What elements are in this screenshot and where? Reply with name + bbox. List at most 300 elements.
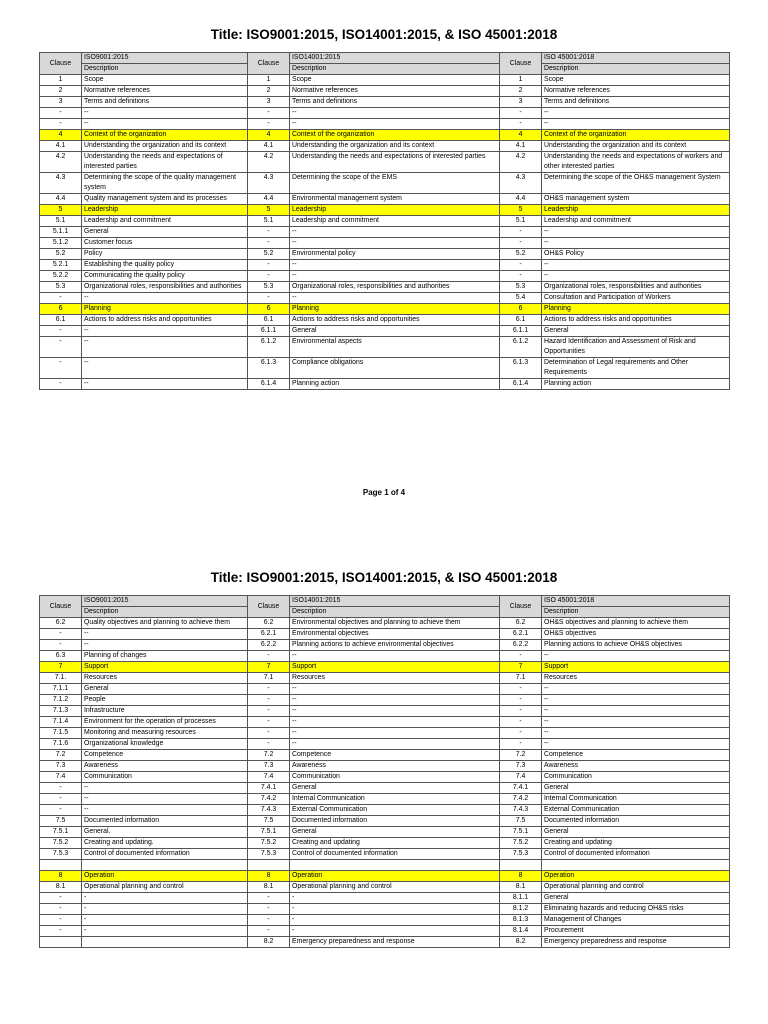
table-row [40, 640, 730, 651]
clause-description: Creating and updating [290, 838, 500, 849]
clause-number: 7.4 [500, 772, 542, 783]
clause-description: -- [82, 119, 248, 130]
clause-number: - [40, 783, 82, 794]
description-header: Description [542, 607, 730, 618]
clause-number: 6.2 [40, 618, 82, 629]
standard-header: ISO14001:2015 [290, 53, 500, 64]
clause-header: Clause [500, 596, 542, 618]
clause-description: -- [82, 379, 248, 390]
clause-number: 6.1.2 [500, 337, 542, 358]
clause-number: - [40, 640, 82, 651]
clause-number: 6 [500, 304, 542, 315]
standard-header: ISO9001:2015 [82, 596, 248, 607]
clause-number: 6.2.1 [248, 629, 290, 640]
clause-number: - [248, 706, 290, 717]
clause-number: 5.1.2 [40, 238, 82, 249]
clause-description: Infrastructure [82, 706, 248, 717]
clause-description: -- [290, 717, 500, 728]
clause-number: - [500, 260, 542, 271]
clause-description: -- [542, 227, 730, 238]
description-header: Description [542, 64, 730, 75]
clause-description: -- [82, 337, 248, 358]
section-row [40, 304, 730, 315]
clause-description: -- [82, 358, 248, 379]
clause-description: -- [542, 238, 730, 249]
table-row [40, 282, 730, 293]
clause-number: 5.2.2 [40, 271, 82, 282]
clause-description: Planning [82, 304, 248, 315]
clause-number: 8.1.2 [500, 904, 542, 915]
clause-number: 6.2 [500, 618, 542, 629]
clause-number: 8 [40, 871, 82, 882]
clause-description: Policy [82, 249, 248, 260]
table-row [40, 379, 730, 390]
clause-description: Competence [290, 750, 500, 761]
clause-description: Control of documented information [542, 849, 730, 860]
clause-number: 7.4.1 [248, 783, 290, 794]
clause-number: - [40, 794, 82, 805]
clause-number: - [40, 326, 82, 337]
clause-number: 4.2 [40, 152, 82, 173]
table-row [40, 794, 730, 805]
clause-number: 4.1 [248, 141, 290, 152]
clause-number: 6 [40, 304, 82, 315]
clause-number: - [248, 684, 290, 695]
clause-number: - [40, 915, 82, 926]
clause-description: General [82, 227, 248, 238]
clause-description: Quality objectives and planning to achieve them [82, 618, 248, 629]
table-row [40, 629, 730, 640]
clause-number: 5 [40, 205, 82, 216]
clause-description: -- [542, 651, 730, 662]
clause-description: Normative references [542, 86, 730, 97]
clause-number: 6.1 [500, 315, 542, 326]
clause-description: Hazard Identification and Assessment of Risk and Opportunities [542, 337, 730, 358]
clause-description: -- [290, 695, 500, 706]
clause-description: OH&S Policy [542, 249, 730, 260]
clause-number: 7.1.1 [40, 684, 82, 695]
clause-number: 7.1 [500, 673, 542, 684]
clause-description: Establishing the quality policy [82, 260, 248, 271]
clause-description: Support [542, 662, 730, 673]
clause-number: - [500, 728, 542, 739]
table-row [40, 326, 730, 337]
table-row [40, 816, 730, 827]
table-row [40, 651, 730, 662]
clause-description: -- [82, 326, 248, 337]
clause-number: 4.2 [500, 152, 542, 173]
table-row [40, 337, 730, 358]
clause-description: Terms and definitions [82, 97, 248, 108]
clause-description: Creating and updating [542, 838, 730, 849]
clause-number: - [248, 238, 290, 249]
clause-description: - [290, 926, 500, 937]
clause-number: 5.1 [40, 216, 82, 227]
clause-number: 4 [500, 130, 542, 141]
clause-description: Leadership [290, 205, 500, 216]
section-row [40, 130, 730, 141]
table-row [40, 358, 730, 379]
clause-number: 8.1.1 [500, 893, 542, 904]
clause-number: 6.1.1 [248, 326, 290, 337]
clause-description: General. [82, 827, 248, 838]
clause-description: Determining the scope of the quality management system [82, 173, 248, 194]
clause-number: - [500, 695, 542, 706]
clause-number: - [500, 238, 542, 249]
table-row [40, 915, 730, 926]
clause-description: Operational planning and control [82, 882, 248, 893]
clause-number: - [40, 805, 82, 816]
clause-number: - [40, 893, 82, 904]
clause-description: Leadership [542, 205, 730, 216]
clause-description: Competence [82, 750, 248, 761]
clause-number: 3 [40, 97, 82, 108]
clause-description: -- [542, 260, 730, 271]
table-row [40, 141, 730, 152]
clause-number: - [40, 337, 82, 358]
clause-description: Determining the scope of the EMS [290, 173, 500, 194]
clause-description: - [82, 893, 248, 904]
table-row [40, 293, 730, 304]
clause-number: 2 [248, 86, 290, 97]
clause-description: Control of documented information [82, 849, 248, 860]
table-row [40, 838, 730, 849]
clause-description: OH&S objectives and planning to achieve them [542, 618, 730, 629]
clause-number: 6.1.3 [500, 358, 542, 379]
clause-number: 8 [248, 871, 290, 882]
clause-number: 7.2 [248, 750, 290, 761]
clause-description: Context of the organization [290, 130, 500, 141]
clause-number: 5.1.1 [40, 227, 82, 238]
table-row [40, 904, 730, 915]
clause-description: Planning [290, 304, 500, 315]
clause-description: Determining the scope of the OH&S management System [542, 173, 730, 194]
clause-description: Understanding the organization and its context [82, 141, 248, 152]
clause-number: - [500, 706, 542, 717]
clause-description: Internal Communication [290, 794, 500, 805]
clause-description: - [82, 915, 248, 926]
clause-number: - [40, 293, 82, 304]
clause-number: 7.5.1 [248, 827, 290, 838]
clause-number: - [500, 108, 542, 119]
clause-number: - [248, 271, 290, 282]
clause-description: Scope [542, 75, 730, 86]
clause-number: 4 [40, 130, 82, 141]
table-row [40, 75, 730, 86]
clause-number: - [500, 717, 542, 728]
clause-description: Monitoring and measuring resources [82, 728, 248, 739]
clause-number: 4 [248, 130, 290, 141]
clause-description: Understanding the needs and expectations of workers and other interested parties [542, 152, 730, 173]
clause-description: Actions to address risks and opportunities [542, 315, 730, 326]
clause-number: - [40, 629, 82, 640]
clause-description: Planning of changes [82, 651, 248, 662]
table-row [40, 119, 730, 130]
clause-number: 7.4.1 [500, 783, 542, 794]
table-row [40, 152, 730, 173]
clause-number: 1 [40, 75, 82, 86]
table-row [40, 684, 730, 695]
clause-number: - [248, 227, 290, 238]
clause-number: - [248, 904, 290, 915]
table-row [40, 271, 730, 282]
clause-description: Documented information [290, 816, 500, 827]
clause-number: 4.4 [40, 194, 82, 205]
clause-number: 5.1 [500, 216, 542, 227]
clause-number: 7.3 [40, 761, 82, 772]
clause-description: - [82, 904, 248, 915]
clause-number [40, 937, 82, 948]
clause-number: 7.5.1 [40, 827, 82, 838]
clause-description: Organizational roles, responsibilities and authorities [290, 282, 500, 293]
clause-number: 5.4 [500, 293, 542, 304]
clause-description: Leadership [82, 205, 248, 216]
clause-description: Procurement [542, 926, 730, 937]
clause-description: Environmental policy [290, 249, 500, 260]
clause-number: 7.3 [500, 761, 542, 772]
clause-description: -- [290, 684, 500, 695]
clause-number: 6.2.2 [248, 640, 290, 651]
clause-description: -- [542, 728, 730, 739]
clause-description: Organizational roles, responsibilities and authorities [82, 282, 248, 293]
clause-description: General [82, 684, 248, 695]
clause-description: Operation [542, 871, 730, 882]
clause-description: Communication [82, 772, 248, 783]
clause-description: Customer focus [82, 238, 248, 249]
clause-description: Determination of Legal requirements and Other Requirements [542, 358, 730, 379]
table-row [40, 860, 730, 871]
clause-number: 6.1.2 [248, 337, 290, 358]
clause-description [290, 860, 500, 871]
clause-number: 7.1.5 [40, 728, 82, 739]
clause-number: 6.1 [40, 315, 82, 326]
clause-description: Environmental aspects [290, 337, 500, 358]
clause-description: Normative references [82, 86, 248, 97]
section-row [40, 871, 730, 882]
clause-number: 6.2.2 [500, 640, 542, 651]
clause-description: Control of documented information [290, 849, 500, 860]
clause-description: General [542, 783, 730, 794]
clause-number: - [248, 926, 290, 937]
clause-number: - [500, 739, 542, 750]
clause-description: Planning actions to achieve OH&S objectives [542, 640, 730, 651]
clause-description: -- [542, 271, 730, 282]
clause-description: Resources [290, 673, 500, 684]
clause-description: Terms and definitions [542, 97, 730, 108]
clause-description: General [290, 326, 500, 337]
clause-description: Emergency preparedness and response [542, 937, 730, 948]
table-row [40, 772, 730, 783]
clause-number: - [500, 684, 542, 695]
clause-number: 7.4 [248, 772, 290, 783]
table-row [40, 216, 730, 227]
clause-number: 4.1 [40, 141, 82, 152]
standard-header: ISO 45001:2018 [542, 596, 730, 607]
clause-number: - [248, 119, 290, 130]
clause-description: Documented information [542, 816, 730, 827]
clause-number: 5 [248, 205, 290, 216]
table-row [40, 783, 730, 794]
clause-description: Scope [290, 75, 500, 86]
clause-description: Emergency preparedness and response [290, 937, 500, 948]
clause-description [542, 860, 730, 871]
clause-description: Environmental objectives and planning to achieve them [290, 618, 500, 629]
clause-description: -- [290, 238, 500, 249]
clause-number: - [248, 739, 290, 750]
table-row [40, 315, 730, 326]
clause-number: 7.1. [40, 673, 82, 684]
clause-description: Communication [542, 772, 730, 783]
clause-description: -- [82, 794, 248, 805]
clause-number: 7.1.4 [40, 717, 82, 728]
clause-description: -- [290, 227, 500, 238]
clause-number: 8.1 [40, 882, 82, 893]
clause-description: Actions to address risks and opportunities [82, 315, 248, 326]
description-header: Description [290, 64, 500, 75]
clause-description: Awareness [542, 761, 730, 772]
clause-number: - [248, 728, 290, 739]
clause-description: - [82, 926, 248, 937]
clause-number: - [248, 717, 290, 728]
clause-number: 7.2 [500, 750, 542, 761]
clause-number: 7 [40, 662, 82, 673]
table-subheader-row [40, 64, 730, 75]
table-row [40, 706, 730, 717]
clause-number: 7.5.2 [40, 838, 82, 849]
table-row [40, 717, 730, 728]
table-row [40, 926, 730, 937]
clause-number: - [500, 651, 542, 662]
clause-description: -- [542, 706, 730, 717]
clause-description: -- [82, 629, 248, 640]
clause-header: Clause [500, 53, 542, 75]
clause-number: 3 [248, 97, 290, 108]
clause-number: 4.3 [500, 173, 542, 194]
table-row [40, 739, 730, 750]
clause-number: - [500, 271, 542, 282]
clause-description: Internal Communication [542, 794, 730, 805]
clause-number: 7.1 [248, 673, 290, 684]
clause-number: - [248, 260, 290, 271]
clause-number: 5 [500, 205, 542, 216]
clause-number: 7.5.3 [40, 849, 82, 860]
clause-number: 7 [500, 662, 542, 673]
clause-description: -- [542, 119, 730, 130]
clause-description: General [542, 326, 730, 337]
table-header-row [40, 596, 730, 607]
clause-number: 5.2.1 [40, 260, 82, 271]
table-row [40, 238, 730, 249]
table-row [40, 728, 730, 739]
clause-number: 7.4.2 [500, 794, 542, 805]
clause-header: Clause [40, 53, 82, 75]
page-2-title: Title: ISO9001:2015, ISO14001:2015, & ISO 45001:2018 [210, 570, 558, 585]
table-row [40, 97, 730, 108]
clause-number: 2 [40, 86, 82, 97]
clause-description: Operation [82, 871, 248, 882]
clause-number: 5.3 [248, 282, 290, 293]
clause-description: Management of Changes [542, 915, 730, 926]
clause-description: Organizational knowledge [82, 739, 248, 750]
clause-description: Actions to address risks and opportunities [290, 315, 500, 326]
clause-description: Eliminating hazards and reducing OH&S risks [542, 904, 730, 915]
clause-description: Environment for the operation of processes [82, 717, 248, 728]
clause-description: Creating and updating. [82, 838, 248, 849]
clause-description: Context of the organization [542, 130, 730, 141]
page-1-title: Title: ISO9001:2015, ISO14001:2015, & ISO 45001:2018 [210, 27, 558, 42]
clause-description: Operational planning and control [290, 882, 500, 893]
standard-header: ISO 45001:2018 [542, 53, 730, 64]
clause-description: -- [290, 108, 500, 119]
clause-number: 5.3 [500, 282, 542, 293]
clause-number: - [248, 108, 290, 119]
clause-description: -- [82, 640, 248, 651]
table-row [40, 849, 730, 860]
clause-description: External Communication [290, 805, 500, 816]
clause-number: 8.2 [248, 937, 290, 948]
standard-header: ISO9001:2015 [82, 53, 248, 64]
clause-description: General [290, 783, 500, 794]
clause-number: 8 [500, 871, 542, 882]
table-row [40, 194, 730, 205]
clause-number: 6 [248, 304, 290, 315]
clause-description: External Communication [542, 805, 730, 816]
clause-number: 7.4.2 [248, 794, 290, 805]
table-row [40, 108, 730, 119]
clause-number: 7.5 [40, 816, 82, 827]
clause-description: -- [542, 695, 730, 706]
clause-header: Clause [40, 596, 82, 618]
clause-description: Leadership and commitment [290, 216, 500, 227]
clause-number [248, 860, 290, 871]
clause-number: 4.3 [248, 173, 290, 194]
clause-number: - [248, 651, 290, 662]
clause-number: 6.2 [248, 618, 290, 629]
clause-description: Resources [82, 673, 248, 684]
clause-number: 7.4 [40, 772, 82, 783]
clause-number: 7.1.6 [40, 739, 82, 750]
clause-number: 6.1.4 [500, 379, 542, 390]
clause-number: - [40, 904, 82, 915]
clause-description: Leadership and commitment [82, 216, 248, 227]
clause-number: - [248, 695, 290, 706]
clause-header: Clause [248, 53, 290, 75]
clause-description: Awareness [290, 761, 500, 772]
clause-description: Leadership and commitment [542, 216, 730, 227]
section-row [40, 205, 730, 216]
clause-description: OH&S management system [542, 194, 730, 205]
clause-number: 6.1.1 [500, 326, 542, 337]
clause-description: Planning action [542, 379, 730, 390]
clause-number: 7.1.3 [40, 706, 82, 717]
clause-description: Scope [82, 75, 248, 86]
clause-number: 6.1.3 [248, 358, 290, 379]
clause-description: General [542, 827, 730, 838]
clause-number: - [248, 915, 290, 926]
clause-number: 6.2.1 [500, 629, 542, 640]
table-row [40, 249, 730, 260]
clause-description: Understanding the needs and expectations of interested parties [290, 152, 500, 173]
clause-description: Quality management system and its processes [82, 194, 248, 205]
clause-description: -- [290, 293, 500, 304]
table-header-row [40, 53, 730, 64]
clause-description: Environmental management system [290, 194, 500, 205]
page-number: Page 1 of 4 [362, 488, 406, 497]
page-1-clause-table [39, 52, 730, 390]
clause-description: -- [82, 805, 248, 816]
clause-number: 7.5 [500, 816, 542, 827]
clause-description: Support [82, 662, 248, 673]
